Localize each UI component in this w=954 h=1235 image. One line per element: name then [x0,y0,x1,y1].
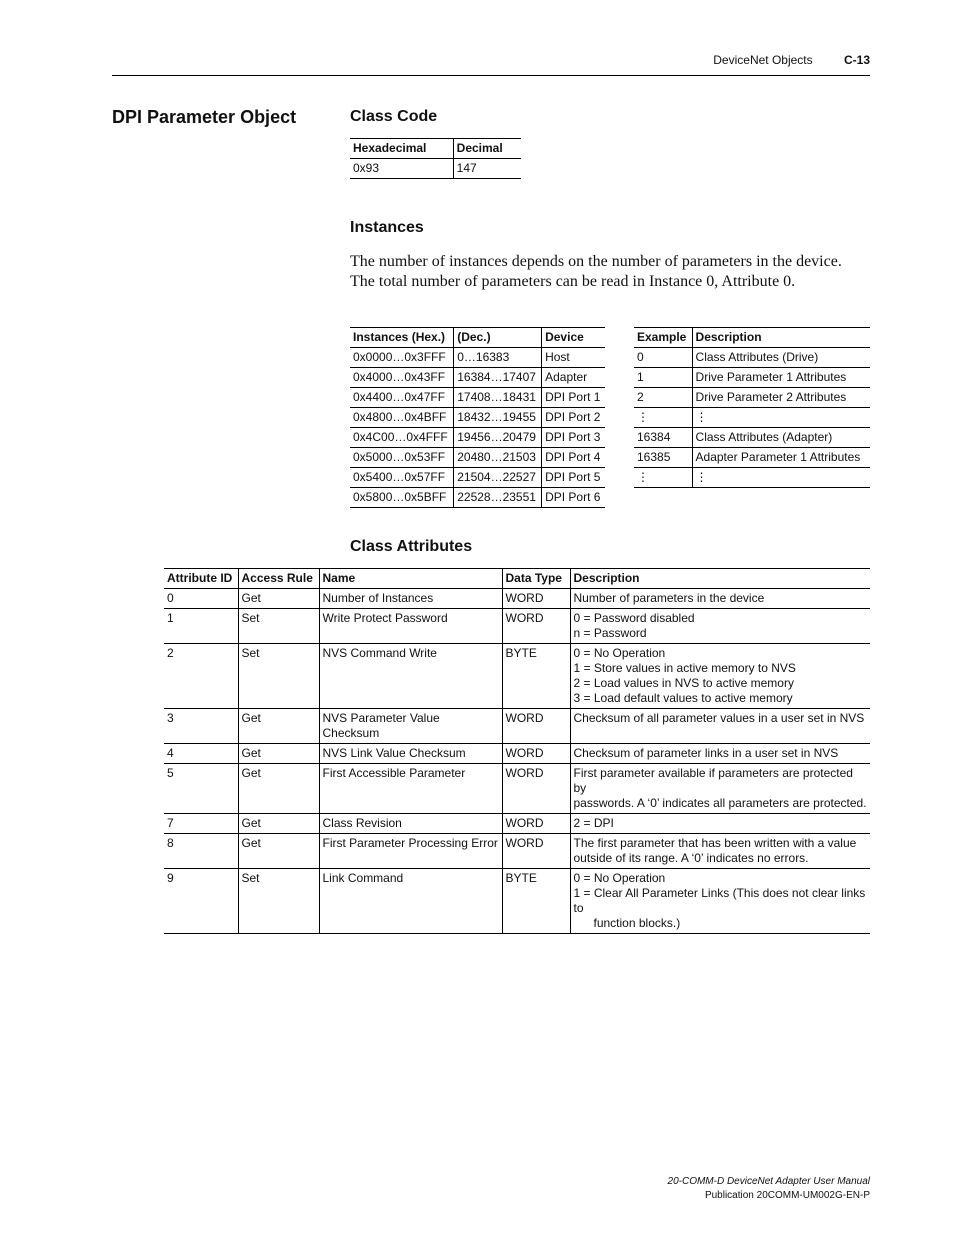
instance-example-cell: Class Attributes (Adapter) [692,428,870,448]
attribute-row [164,589,870,609]
description-line: 2 = Load values in NVS to active memory [573,676,794,690]
instance-range-cell: 16384…17407 [454,368,542,388]
attribute-name: Class Revision [319,814,502,834]
instance-range-row [350,408,605,428]
description-line: n = Password [573,626,647,640]
attribute-name: Number of Instances [319,589,502,609]
instance-range-row [350,368,605,388]
instance-range-row [350,468,605,488]
attribute-access: Get [238,589,319,609]
attribute-description [570,834,870,869]
instance-range-cell: 22528…23551 [454,488,542,508]
instance-example-cell: Drive Parameter 1 Attributes [692,368,870,388]
description-line: First parameter available if parameters are protected by [573,766,853,795]
attribute-type: WORD [502,709,570,744]
instance-range-row [350,428,605,448]
footer-manual: 20-COMM-D DeviceNet Adapter User Manual [667,1176,870,1187]
instance-range-cell: 0x5800…0x5BFF [350,488,454,508]
attribute-name: First Accessible Parameter [319,764,502,814]
attribute-description [570,709,870,744]
attribute-description [570,869,870,934]
instance-example-cell: ⋮ [692,408,870,428]
attribute-type: WORD [502,764,570,814]
instance-example-table [634,327,870,488]
attribute-header-cell: Attribute ID [164,569,238,589]
attribute-id: 4 [164,744,238,764]
attribute-description [570,814,870,834]
attribute-access: Get [238,744,319,764]
class-code-heading: Class Code [350,108,438,125]
instance-example-cell: ⋮ [692,468,870,488]
instance-range-cell: 0x5000…0x53FF [350,448,454,468]
instance-range-header-cell: Instances (Hex.) [350,328,454,348]
header-rule [112,75,870,76]
page-header [0,53,870,67]
instance-example-row [634,348,870,368]
instance-range-cell: DPI Port 2 [542,408,605,428]
instance-example-cell: ⋮ [634,408,692,428]
instance-example-row [634,428,870,448]
description-line: 1 = Store values in active memory to NVS [573,661,796,675]
instance-range-cell: 21504…22527 [454,468,542,488]
attribute-row [164,814,870,834]
footer-publication: Publication 20COMM-UM002G-EN-P [704,1190,870,1201]
instance-range-header-cell: (Dec.) [454,328,542,348]
description-line: Checksum of parameter links in a user set in NVS [573,746,839,760]
attribute-description [570,764,870,814]
instance-range-header-cell: Device [542,328,605,348]
attribute-id: 8 [164,834,238,869]
section-name: DeviceNet Objects [713,53,813,67]
instance-range-cell: 19456…20479 [454,428,542,448]
instance-range-cell: DPI Port 6 [542,488,605,508]
description-line: 3 = Load default values to active memory [573,691,793,705]
attribute-header-cell: Name [319,569,502,589]
instance-range-cell: Adapter [542,368,605,388]
attribute-row [164,869,870,934]
class-code-row [350,159,521,179]
description-line: Checksum of all parameter values in a user set in NVS [573,711,865,725]
instance-range-cell: 0x4000…0x43FF [350,368,454,388]
attribute-name: NVS Link Value Checksum [319,744,502,764]
instance-range-row [350,488,605,508]
instance-range-cell: 0x4800…0x4BFF [350,408,454,428]
attribute-description [570,744,870,764]
instance-example-cell: 16385 [634,448,692,468]
attribute-access: Set [238,869,319,934]
instance-example-cell: Adapter Parameter 1 Attributes [692,448,870,468]
page-number: C-13 [843,53,870,67]
attribute-type: WORD [502,744,570,764]
instance-range-cell: Host [542,348,605,368]
instance-range-cell: DPI Port 1 [542,388,605,408]
instance-example-cell: 0 [634,348,692,368]
description-line: 2 = DPI [573,816,614,830]
attribute-id: 7 [164,814,238,834]
description-line: 0 = No Operation [573,871,666,885]
class-code-cell: 147 [453,159,521,179]
class-code-header-cell: Hexadecimal [350,139,453,159]
attribute-row [164,764,870,814]
description-line: Number of parameters in the device [573,591,765,605]
attribute-name: Link Command [319,869,502,934]
attribute-name: NVS Parameter Value Checksum [319,709,502,744]
class-code-table [350,138,521,179]
instance-example-cell: ⋮ [634,468,692,488]
attribute-type: BYTE [502,644,570,709]
instance-range-cell: 0x0000…0x3FFF [350,348,454,368]
class-attributes-table [164,568,870,934]
instance-range-cell: 17408…18431 [454,388,542,408]
description-line: function blocks.) [593,916,681,930]
attribute-row [164,744,870,764]
attribute-header-cell: Description [570,569,870,589]
instance-example-cell: 1 [634,368,692,388]
attribute-row [164,644,870,709]
attribute-access: Set [238,644,319,709]
attribute-access: Get [238,709,319,744]
attribute-id: 5 [164,764,238,814]
class-code-cell: 0x93 [350,159,453,179]
instance-range-cell: 18432…19455 [454,408,542,428]
instance-range-table [350,327,605,508]
attribute-row [164,609,870,644]
description-line: 1 = Clear All Parameter Links (This does not clear links to [573,886,866,915]
attribute-access: Get [238,814,319,834]
attribute-id: 3 [164,709,238,744]
attribute-id: 9 [164,869,238,934]
instance-range-cell: DPI Port 4 [542,448,605,468]
description-line: 0 = Password disabled [573,611,695,625]
attribute-name: Write Protect Password [319,609,502,644]
description-line: passwords. A ‘0’ indicates all parameters are protected. [573,796,867,810]
instance-example-row [634,468,870,488]
attribute-type: BYTE [502,869,570,934]
attribute-type: WORD [502,589,570,609]
instance-range-cell: 20480…21503 [454,448,542,468]
attribute-type: WORD [502,834,570,869]
attribute-row [164,709,870,744]
class-attributes-heading: Class Attributes [350,538,473,555]
instance-example-row [634,448,870,468]
class-code-header-cell: Decimal [453,139,521,159]
instance-example-header-cell: Description [692,328,870,348]
attribute-description [570,609,870,644]
attribute-header-cell: Data Type [502,569,570,589]
instance-example-cell: Class Attributes (Drive) [692,348,870,368]
instance-range-row [350,388,605,408]
instance-range-cell: 0…16383 [454,348,542,368]
attribute-access: Get [238,834,319,869]
attribute-access: Get [238,764,319,814]
description-line: The first parameter that has been written with a value [573,836,857,850]
attribute-row [164,834,870,869]
instance-example-header-cell: Example [634,328,692,348]
instance-range-cell: 0x5400…0x57FF [350,468,454,488]
instance-example-row [634,368,870,388]
attribute-id: 2 [164,644,238,709]
instance-example-row [634,388,870,408]
attribute-description [570,644,870,709]
instance-range-row [350,448,605,468]
description-line: outside of its range. A ‘0’ indicates no errors. [573,851,809,865]
attribute-type: WORD [502,609,570,644]
instances-heading: Instances [350,219,424,236]
description-line: 0 = No Operation [573,646,666,660]
page-title: DPI Parameter Object [112,107,297,127]
attribute-id: 0 [164,589,238,609]
instance-range-row [350,348,605,368]
instance-example-cell: Drive Parameter 2 Attributes [692,388,870,408]
instance-range-cell: DPI Port 5 [542,468,605,488]
attribute-access: Set [238,609,319,644]
attribute-description [570,589,870,609]
instance-range-cell: 0x4C00…0x4FFF [350,428,454,448]
attribute-type: WORD [502,814,570,834]
instance-example-cell: 2 [634,388,692,408]
instance-range-cell: DPI Port 3 [542,428,605,448]
attribute-id: 1 [164,609,238,644]
instance-example-cell: 16384 [634,428,692,448]
instance-example-row [634,408,870,428]
instances-paragraph: The number of instances depends on the number of parameters in the device. The total number of parameters can be read in Instance 0, Attribute 0. [350,253,842,290]
attribute-header-cell: Access Rule [238,569,319,589]
attribute-name: First Parameter Processing Error [319,834,502,869]
instance-range-cell: 0x4400…0x47FF [350,388,454,408]
attribute-name: NVS Command Write [319,644,502,709]
